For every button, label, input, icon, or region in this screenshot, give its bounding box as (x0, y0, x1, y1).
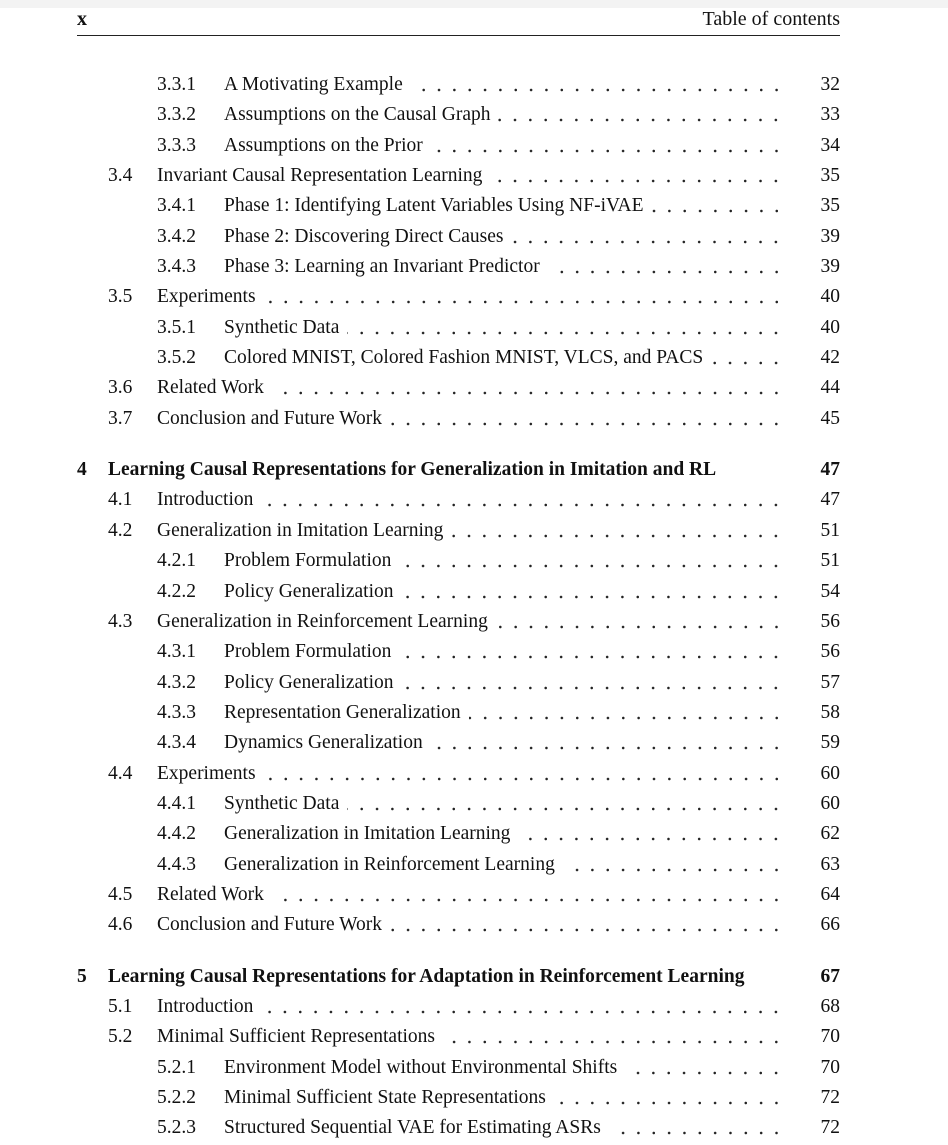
dot-leader (496, 607, 784, 637)
entry-number: 4 (77, 459, 87, 481)
entry-title: Phase 1: Identifying Latent Variables Using NF-iVAE (224, 195, 644, 217)
toc-subsection-entry[interactable] (77, 698, 840, 728)
dot-leader (625, 1053, 784, 1083)
entry-number: 3.5 (108, 286, 133, 308)
entry-page: 44 (820, 377, 840, 399)
entry-page: 51 (820, 550, 840, 572)
entry-number: 3.6 (108, 377, 133, 399)
dot-leader (272, 880, 784, 910)
entry-title: Minimal Sufficient State Representations (224, 1087, 546, 1108)
toc-section-entry[interactable] (77, 880, 840, 910)
entry-number: 4.2.2 (157, 580, 196, 602)
dot-leader (347, 789, 784, 819)
entry-title: Conclusion and Future Work (157, 407, 383, 429)
dot-leader (401, 668, 784, 698)
entry-title: Problem Formulation (224, 641, 392, 663)
entry-page: 35 (820, 165, 840, 187)
entry-title: Structured Sequential VAE for Estimating ASRs (224, 1117, 601, 1139)
dot-leader (431, 728, 784, 758)
dot-leader (469, 698, 784, 728)
entry-title: Generalization in Reinforcement Learning (224, 853, 555, 875)
dot-leader (511, 222, 784, 252)
entry-page: 47 (820, 489, 840, 511)
entry-page: 33 (820, 104, 840, 126)
toc-section-entry[interactable] (77, 282, 840, 312)
entry-number: 4.4 (108, 762, 133, 784)
entry-number: 5 (77, 965, 87, 987)
entry-number: 3.4.1 (157, 195, 196, 217)
toc-section-entry[interactable] (77, 373, 840, 403)
dot-leader (272, 373, 784, 403)
entry-number: 3.4 (108, 165, 133, 187)
dot-leader (609, 1113, 784, 1143)
entry-number: 3.3.2 (157, 104, 196, 126)
entry-number: 4.3.2 (157, 671, 196, 693)
entry-page: 70 (820, 1056, 840, 1078)
toc-subsection-entry[interactable] (77, 546, 840, 576)
dot-leader (411, 70, 784, 100)
entry-number: 5.2 (108, 1026, 133, 1048)
entry-title: Generalization in Imitation Learning (224, 823, 511, 845)
entry-page: 32 (820, 74, 840, 95)
dot-leader (498, 100, 784, 130)
dot-leader (399, 546, 784, 576)
toc-subsection-entry[interactable] (77, 789, 840, 819)
entry-number: 3.5.2 (157, 347, 196, 369)
dot-leader (401, 577, 784, 607)
toc-subsection-entry[interactable] (77, 668, 840, 698)
entry-page: 35 (820, 195, 840, 217)
toc-subsection-entry[interactable] (77, 252, 840, 282)
dot-leader (261, 485, 784, 515)
dot-leader (490, 161, 784, 191)
dot-leader (390, 910, 784, 940)
entry-page: 66 (820, 914, 840, 936)
toc-section-entry[interactable] (77, 910, 840, 940)
entry-title: Introduction (157, 489, 254, 511)
entry-title: Introduction (157, 995, 254, 1017)
entry-title: Assumptions on the Prior (224, 134, 423, 156)
dot-leader (518, 819, 784, 849)
entry-number: 3.3.1 (157, 74, 196, 95)
entry-title: Phase 3: Learning an Invariant Predictor (224, 256, 540, 278)
entry-page: 70 (820, 1026, 840, 1048)
running-title: Table of contents (702, 8, 840, 30)
toc-section-entry[interactable] (77, 992, 840, 1022)
toc-subsection-entry[interactable] (77, 222, 840, 252)
entry-page: 64 (820, 883, 840, 905)
toc-subsection-entry[interactable] (77, 577, 840, 607)
entry-page: 59 (820, 732, 840, 754)
toc-subsection-entry[interactable] (77, 850, 840, 880)
entry-page: 72 (820, 1117, 840, 1139)
entry-page: 47 (820, 459, 840, 481)
entry-page: 40 (820, 286, 840, 308)
dot-leader (711, 343, 784, 373)
entry-page: 68 (820, 995, 840, 1017)
entry-number: 4.3.4 (157, 732, 196, 754)
entry-page: 67 (820, 965, 840, 987)
entry-number: 4.3 (108, 610, 133, 632)
entry-page: 39 (820, 225, 840, 247)
dot-leader (563, 850, 784, 880)
entry-page: 51 (820, 519, 840, 541)
entry-page: 39 (820, 256, 840, 278)
header-rule (77, 35, 840, 36)
entry-page: 45 (820, 407, 840, 429)
entry-number: 4.4.2 (157, 823, 196, 845)
toc-subsection-entry[interactable] (77, 70, 840, 100)
entry-title: Learning Causal Representations for Adaptation in Reinforcement Learning (108, 965, 745, 987)
entry-number: 5.2.2 (157, 1087, 196, 1108)
entry-number: 5.2.1 (157, 1056, 196, 1078)
entry-page: 63 (820, 853, 840, 875)
dot-leader (548, 252, 784, 282)
entry-number: 3.3.3 (157, 134, 196, 156)
entry-page: 60 (820, 792, 840, 814)
entry-title: Synthetic Data (224, 316, 340, 338)
entry-title: Experiments (157, 762, 256, 784)
entry-title: Assumptions on the Causal Graph (224, 104, 491, 126)
entry-title: A Motivating Example (224, 74, 403, 95)
toc-chapter-entry[interactable] (77, 455, 840, 485)
toc-subsection-entry[interactable] (77, 637, 840, 667)
entry-page: 42 (820, 347, 840, 369)
entry-number: 4.1 (108, 489, 133, 511)
entry-number: 5.1 (108, 995, 133, 1017)
entry-title: Policy Generalization (224, 671, 394, 693)
toc-subsection-entry[interactable] (77, 1083, 840, 1113)
entry-title: Invariant Causal Representation Learning (157, 165, 483, 187)
entry-title: Generalization in Reinforcement Learning (157, 610, 488, 632)
entry-number: 3.4.3 (157, 256, 196, 278)
dot-leader (652, 191, 784, 221)
entry-title: Learning Causal Representations for Generalization in Imitation and RL (108, 459, 717, 481)
entry-title: Synthetic Data (224, 792, 340, 814)
dot-leader (431, 131, 784, 161)
entry-page: 56 (820, 641, 840, 663)
toc-subsection-entry[interactable] (77, 728, 840, 758)
toc-section-entry[interactable] (77, 607, 840, 637)
entry-page: 34 (820, 134, 840, 156)
entry-title: Representation Generalization (224, 701, 461, 723)
entry-title: Related Work (157, 883, 264, 905)
entry-number: 5.2.3 (157, 1117, 196, 1139)
entry-number: 3.5.1 (157, 316, 196, 338)
dot-leader (264, 282, 784, 312)
entry-title: Related Work (157, 377, 264, 399)
toc-section-entry[interactable] (77, 759, 840, 789)
toc-subsection-entry[interactable] (77, 1113, 840, 1143)
entry-page: 60 (820, 762, 840, 784)
toc-subsection-entry[interactable] (77, 100, 840, 130)
toc-subsection-entry[interactable] (77, 131, 840, 161)
entry-number: 3.7 (108, 407, 133, 429)
dot-leader (554, 1083, 784, 1113)
entry-number: 4.5 (108, 883, 133, 905)
entry-page: 56 (820, 610, 840, 632)
entry-number: 4.4.3 (157, 853, 196, 875)
entry-title: Conclusion and Future Work (157, 914, 383, 936)
entry-number: 4.3.3 (157, 701, 196, 723)
page-number: x (77, 8, 87, 30)
entry-number: 4.3.1 (157, 641, 196, 663)
table-of-contents (77, 70, 840, 1144)
entry-title: Experiments (157, 286, 256, 308)
entry-title: Phase 2: Discovering Direct Causes (224, 225, 504, 247)
entry-title: Problem Formulation (224, 550, 392, 572)
dot-leader (261, 992, 784, 1022)
dot-leader (443, 1022, 784, 1052)
toc-subsection-entry[interactable] (77, 819, 840, 849)
toc-subsection-entry[interactable] (77, 343, 840, 373)
toc-subsection-entry[interactable] (77, 313, 840, 343)
entry-page: 54 (820, 580, 840, 602)
toc-section-entry[interactable] (77, 516, 840, 546)
toc-section-entry[interactable] (77, 485, 840, 515)
toc-chapter-entry[interactable] (77, 962, 840, 992)
entry-number: 4.4.1 (157, 792, 196, 814)
entry-page: 62 (820, 823, 840, 845)
toc-subsection-entry[interactable] (77, 1053, 840, 1083)
dot-leader (390, 404, 784, 434)
entry-title: Policy Generalization (224, 580, 394, 602)
viewer-top-band (0, 0, 948, 8)
toc-section-entry[interactable] (77, 1022, 840, 1052)
entry-number: 3.4.2 (157, 225, 196, 247)
dot-leader (264, 759, 784, 789)
dot-leader (451, 516, 784, 546)
entry-title: Generalization in Imitation Learning (157, 519, 444, 541)
entry-number: 4.2.1 (157, 550, 196, 572)
entry-page: 72 (820, 1087, 840, 1108)
entry-page: 58 (820, 701, 840, 723)
dot-leader (399, 637, 784, 667)
entry-title: Colored MNIST, Colored Fashion MNIST, VLCS, and PACS (224, 347, 704, 369)
entry-title: Dynamics Generalization (224, 732, 423, 754)
dot-leader (347, 313, 784, 343)
toc-section-entry[interactable] (77, 161, 840, 191)
entry-title: Minimal Sufficient Representations (157, 1026, 436, 1048)
toc-section-entry[interactable] (77, 404, 840, 434)
toc-subsection-entry[interactable] (77, 191, 840, 221)
entry-title: Environment Model without Environmental Shifts (224, 1056, 618, 1078)
entry-number: 4.2 (108, 519, 133, 541)
entry-page: 57 (820, 671, 840, 693)
entry-number: 4.6 (108, 914, 133, 936)
entry-page: 40 (820, 316, 840, 338)
